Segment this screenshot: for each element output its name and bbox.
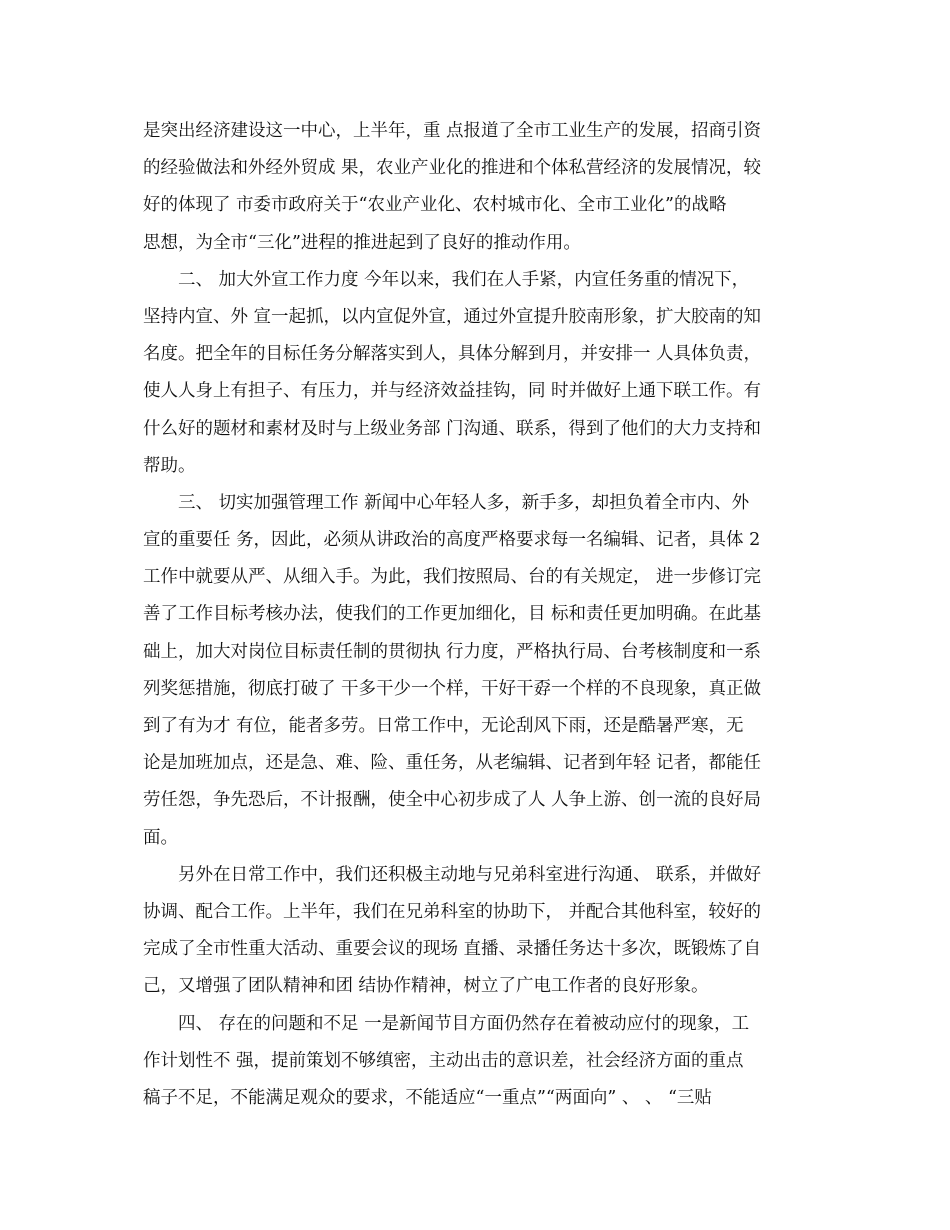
text-line: 什么好的题材和素材及时与上级业务部 门沟通、联系，得到了他们的大力支持和 xyxy=(143,418,762,439)
text-line: 列奖惩措施，彻底打破了 干多干少一个样，干好干孬一个样的不良现象，真正做 xyxy=(143,678,762,699)
text-line: 三、 切实加强管理工作 新闻中心年轻人多，新手多，却担负着全市内、外 xyxy=(143,492,750,513)
text-line: 工作中就要从严、从细入手。为此，我们按照局、台的有关规定， 进一步修订完 xyxy=(143,567,762,588)
text-line: 是突出经济建设这一中心，上半年，重 点报道了全市工业生产的发展，招商引资 xyxy=(143,121,762,141)
text-line: 使人人身上有担子、有压力，并与经济效益挂钩，同 时并做好上通下联工作。有 xyxy=(143,381,762,402)
text-line: 帮助。 xyxy=(143,455,196,476)
text-line: 协调、配合工作。上半年，我们在兄弟科室的协助下， 并配合其他科室，较好的 xyxy=(143,901,762,922)
text-line: 善了工作目标考核办法，使我们的工作更加细化，目 标和责任更加明确。在此基 xyxy=(143,604,762,625)
body-text xyxy=(143,113,808,1117)
text-line: 的经验做法和外经外贸成 果，农业产业化的推进和个体私营经济的发展情况，较 xyxy=(143,158,762,179)
text-line: 己，又增强了团队精神和团 结协作精神，树立了广电工作者的良好形象。 xyxy=(143,976,709,997)
text-line: 二、 加大外宣工作力度 今年以来，我们在人手紧，内宣任务重的情况下， xyxy=(143,269,750,290)
text-line: 好的体现了 市委市政府关于“农业产业化、农村城市化、全市工业化”的战略 xyxy=(143,195,727,216)
text-line: 到了有为才 有位，能者多劳。日常工作中，无论刮风下雨，还是酷暑严寒，无 xyxy=(143,716,744,736)
text-line: 四、 存在的问题和不足 一是新闻节目方面仍然存在着被动应付的现象，工 xyxy=(143,1013,750,1034)
text-line: 完成了全市性重大活动、重要会议的现场 直播、录播任务达十多次，既锻炼了自 xyxy=(143,939,762,960)
text-line: 础上，加大对岗位目标责任制的贯彻执 行力度，严格执行局、台考核制度和一系 xyxy=(143,641,762,662)
text-line: 稿子不足，不能满足观众的要求，不能适应“一重点”“两面向” 、 、 “三贴 xyxy=(143,1087,712,1108)
text-line: 劳任怨，争先恐后，不计报酬，使全中心初步成了人 人争上游、创一流的良好局 xyxy=(143,790,762,811)
text-line: 作计划性不 强，提前策划不够缜密，主动出击的意识差，社会经济方面的重点 xyxy=(143,1050,744,1071)
text-line: 论是加班加点，还是急、难、险、重任务，从老编辑、记者到年轻 记者，都能任 xyxy=(143,753,762,774)
text-line: 思想，为全市“三化”进程的推进起到了良好的推动作用。 xyxy=(143,232,581,253)
text-line: 面。 xyxy=(143,827,178,848)
text-line: 坚持内宣、外 宣一起抓，以内宣促外宣，通过外宣提升胶南形象，扩大胶南的知 xyxy=(143,306,762,327)
text-line: 名度。把全年的目标任务分解落实到人，具体分解到月，并安排一 人具体负责， xyxy=(143,344,762,365)
text-line: 另外在日常工作中，我们还积极主动地与兄弟科室进行沟通、 联系，并做好 xyxy=(143,864,762,885)
text-line: 宣的重要任 务，因此，必须从讲政治的高度严格要求每一名编辑、记者，具体 2 xyxy=(143,530,761,551)
